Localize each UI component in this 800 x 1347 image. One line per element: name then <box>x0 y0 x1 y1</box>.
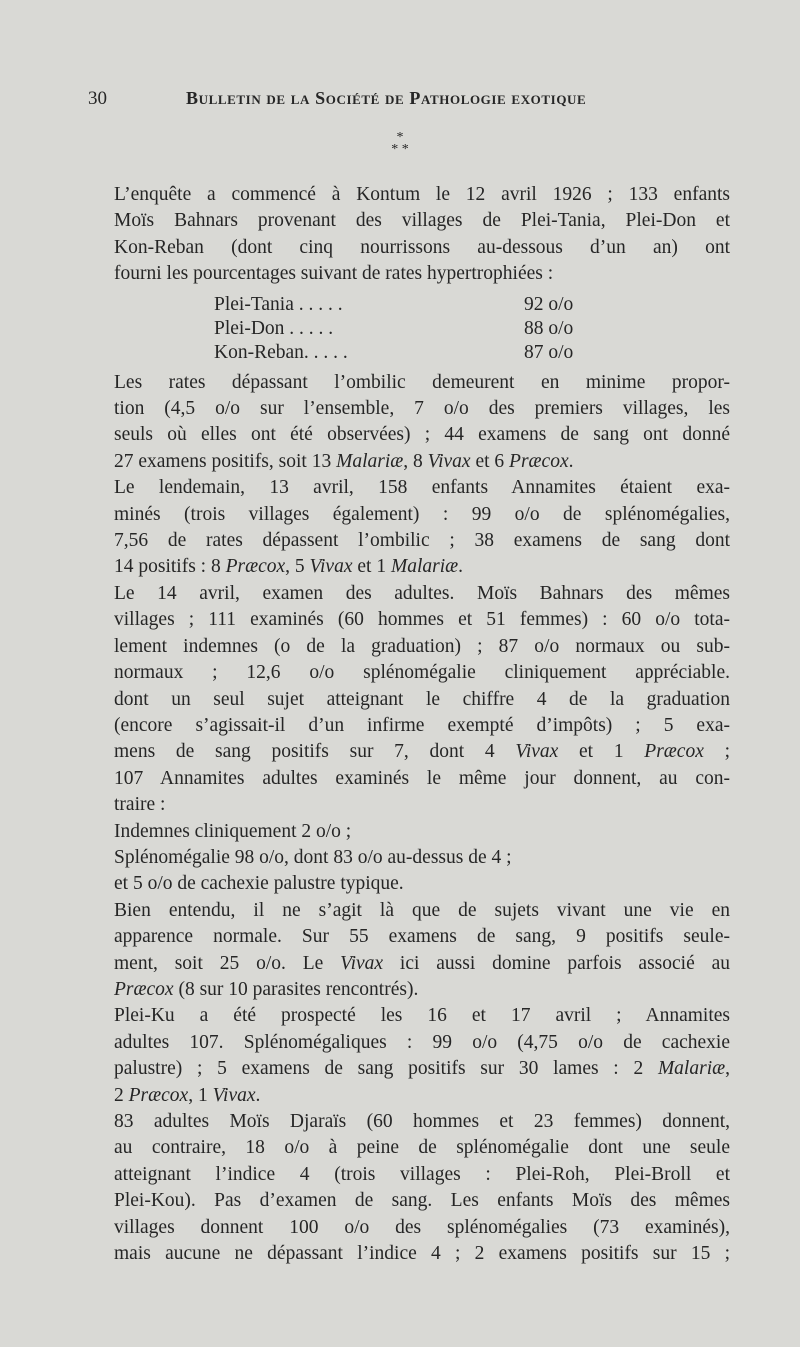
body-text <box>86 182 730 1267</box>
village-value: 92 o/o <box>524 293 574 315</box>
text-line: Plei-Ku a été prospecté les 16 et 17 avril ; Annamites <box>114 1005 730 1027</box>
text-line: 14 positifs : 8 Præcox, 5 Vivax et 1 Malariæ. <box>114 556 464 578</box>
list-item <box>214 316 614 340</box>
list-item <box>214 340 614 364</box>
text-line: villages ; 111 examinés (60 hommes et 51 femmes) : 60 o/o tota- <box>114 609 730 631</box>
paragraph-enquete <box>86 182 730 288</box>
text-line: villages donnent 100 o/o des splénomégalies (73 examinés), <box>114 1216 730 1238</box>
results-list <box>86 819 730 898</box>
text-line: 7,56 de rates dépassent l’ombilic ; 38 examens de sang dont <box>114 530 730 552</box>
text-line: 2 Præcox, 1 Vivax. <box>114 1084 261 1106</box>
village-value: 87 o/o <box>524 341 574 363</box>
text-line: Moïs Bahnars provenant des villages de Plei-Tania, Plei-Don et <box>114 210 730 232</box>
page-number: 30 <box>88 88 107 109</box>
paragraph-plei-ku <box>86 1003 730 1109</box>
village-percentages-list <box>214 292 614 364</box>
separator-star-top: * <box>396 130 404 145</box>
running-title: Bulletin de la Société de Pathologie exotique <box>186 88 587 108</box>
list-item: et 5 o/o de cachexie palustre typique. <box>114 873 404 895</box>
village-name: Plei-Don . . . . . <box>214 317 334 339</box>
text-line: 27 examens positifs, soit 13 Malariæ, 8 Vivax et 6 Præcox. <box>114 450 574 472</box>
text-line: fourni les pourcentages suivant de rates hypertrophiées : <box>114 263 554 285</box>
text-line: normaux ; 12,6 o/o splénomégalie cliniquement appréciable. <box>114 662 730 684</box>
list-item <box>214 292 614 316</box>
text-line: dont un seul sujet atteignant le chiffre 4 de la graduation <box>114 688 730 710</box>
text-line: (encore s’agissait-il d’un infirme exempté d’impôts) ; 5 exa- <box>114 714 730 736</box>
text-line: lement indemnes (o de la graduation) ; 87 o/o normaux ou sub- <box>114 635 730 657</box>
section-separator <box>0 132 800 156</box>
text-line: Præcox (8 sur 10 parasites rencontrés). <box>114 978 419 1000</box>
text-line: adultes 107. Splénomégaliques : 99 o/o (4,75 o/o de cachexie <box>114 1031 730 1053</box>
paragraph-lendemain <box>86 475 730 581</box>
text-line: Les rates dépassant l’ombilic demeurent en minime propor- <box>114 371 730 393</box>
paragraph-rates <box>86 370 730 476</box>
text-line: apparence normale. Sur 55 examens de sang, 9 positifs seule- <box>114 926 730 948</box>
text-line: L’enquête a commencé à Kontum le 12 avril 1926 ; 133 enfants <box>114 184 730 205</box>
text-line: traire : <box>114 794 166 816</box>
paragraph-adultes <box>86 581 730 819</box>
text-line: Le lendemain, 13 avril, 158 enfants Annamites étaient exa- <box>114 477 730 499</box>
village-name: Kon-Reban. . . . . <box>214 341 348 363</box>
list-item: Splénomégalie 98 o/o, dont 83 o/o au-dessus de 4 ; <box>114 846 512 868</box>
text-line: Le 14 avril, examen des adultes. Moïs Bahnars des mêmes <box>114 582 730 604</box>
village-name: Plei-Tania . . . . . <box>214 293 343 315</box>
text-line: 83 adultes Moïs Djaraïs (60 hommes et 23 femmes) donnent, <box>114 1111 730 1132</box>
text-line: mais aucune ne dépassant l’indice 4 ; 2 examens positifs sur 15 ; <box>114 1243 730 1265</box>
page-header <box>88 88 720 114</box>
separator-stars-bottom: * * <box>391 142 409 157</box>
paragraph-bien-entendu <box>86 898 730 1004</box>
text-line: Kon-Reban (dont cinq nourrissons au-dessous d’un an) ont <box>114 236 730 258</box>
list-item: Indemnes cliniquement 2 o/o ; <box>114 820 352 842</box>
text-line: Bien entendu, il ne s’agit là que de sujets vivant une vie en <box>114 899 730 921</box>
text-line: atteignant l’indice 4 (trois villages : Plei-Roh, Plei-Broll et <box>114 1163 730 1185</box>
text-line: seuls où elles ont été observées) ; 44 examens de sang ont donné <box>114 424 730 446</box>
text-line: Plei-Kou). Pas d’examen de sang. Les enfants Moïs des mêmes <box>114 1190 730 1212</box>
paragraph-djarais <box>86 1109 730 1267</box>
text-line: au contraire, 18 o/o à peine de splénomégalie dont une seule <box>114 1137 730 1159</box>
village-value: 88 o/o <box>524 317 574 339</box>
text-line: tion (4,5 o/o sur l’ensemble, 7 o/o des premiers villages, les <box>114 398 730 420</box>
text-line: 107 Annamites adultes examinés le même jour donnent, au con- <box>114 767 730 789</box>
text-line: palustre) ; 5 examens de sang positifs sur 30 lames : 2 Malariæ, <box>114 1058 730 1080</box>
text-line: ment, soit 25 o/o. Le Vivax ici aussi domine parfois associé au <box>114 952 730 974</box>
text-line: mens de sang positifs sur 7, dont 4 Vivax et 1 Præcox ; <box>114 741 731 763</box>
text-line: minés (trois villages également) : 99 o/o de splénomégalies, <box>114 503 730 525</box>
